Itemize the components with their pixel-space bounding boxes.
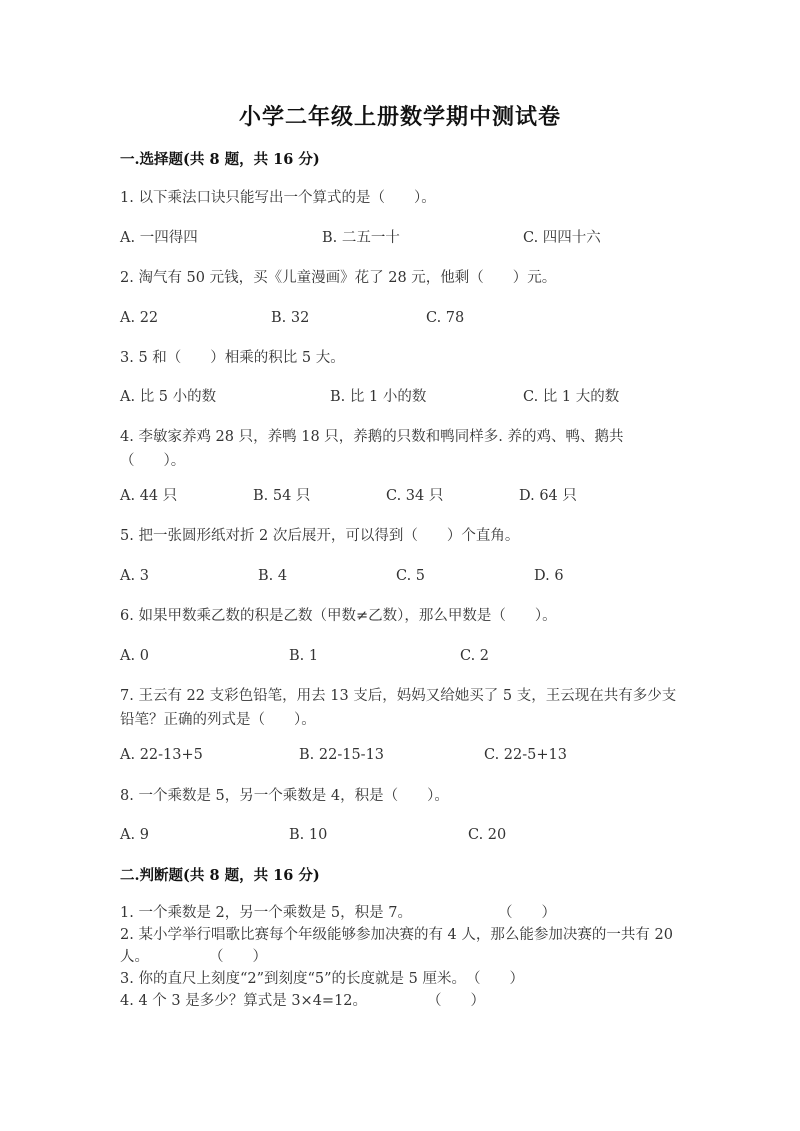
question-7: 7. 王云有 22 支彩色铅笔，用去 13 支后，妈妈又给她买了 5 支，王云现在共有多少支铅笔？正确的列式是（ ）。 (120, 688, 677, 728)
option-c: C. 5 (396, 568, 426, 584)
option-a: A. 9 (120, 827, 149, 843)
option-a: A. 44 只 (120, 488, 178, 504)
option-a: A. 22-13+5 (120, 747, 203, 763)
tf-question-1 (120, 902, 700, 924)
tf-question-4 (120, 990, 700, 1012)
option-c: C. 20 (468, 827, 507, 843)
option-b: B. 32 (271, 310, 310, 326)
answer-blank[interactable]: （ ） (427, 993, 486, 1009)
option-c: C. 34 只 (386, 488, 444, 504)
page-title: 小学二年级上册数学期中测试卷 (238, 104, 561, 130)
question-8: 8. 一个乘数是 5，另一个乘数是 4，积是（ ）。 (120, 788, 449, 804)
option-b: B. 4 (258, 568, 288, 584)
question-1: 1. 以下乘法口诀只能写出一个算式的是（ ）。 (120, 190, 436, 206)
answer-blank[interactable]: （ ） (466, 971, 524, 987)
question-6: 6. 如果甲数乘乙数的积是乙数（甲数≠乙数），那么甲数是（ ）。 (120, 608, 557, 624)
option-a: A. 比 5 小的数 (120, 389, 217, 405)
option-a: A. 0 (120, 648, 149, 664)
option-d: D. 6 (534, 568, 564, 584)
option-d: D. 64 只 (519, 488, 577, 504)
option-c: C. 22-5+13 (484, 747, 567, 763)
tf-question-2 (120, 924, 685, 968)
option-a: A. 22 (120, 310, 159, 326)
question-5: 5. 把一张圆形纸对折 2 次后展开，可以得到（ ）个直角。 (120, 528, 520, 544)
option-c: C. 四四十六 (523, 230, 601, 246)
option-b: B. 54 只 (253, 488, 311, 504)
option-b: B. 22-15-13 (299, 747, 385, 763)
tf-question-text: 2. 某小学举行唱歌比赛每个年级能够参加决赛的有 4 人，那么能参加决赛的一共有 20 人。 (120, 927, 673, 965)
option-c: C. 2 (460, 648, 490, 664)
option-a: A. 一四得四 (120, 230, 198, 246)
option-b: B. 10 (289, 827, 328, 843)
option-b: B. 比 1 小的数 (330, 389, 427, 405)
question-2: 2. 淘气有 50 元钱，买《儿童漫画》花了 28 元，他剩（ ）元。 (120, 270, 557, 286)
tf-question-3 (120, 968, 700, 990)
section-heading-choice: 一.选择题(共 8 题，共 16 分) (120, 151, 320, 168)
section-heading-truefalse: 二.判断题(共 8 题，共 16 分) (120, 867, 320, 884)
option-b: B. 二五一十 (322, 230, 400, 246)
option-c: C. 78 (426, 310, 465, 326)
answer-blank[interactable]: （ ） (209, 949, 267, 965)
option-b: B. 1 (289, 648, 319, 664)
question-4: 4. 李敏家养鸡 28 只，养鸭 18 只，养鹅的只数和鸭同样多. 养的鸡、鸭、鹅共（ ）。 (120, 429, 624, 469)
option-c: C. 比 1 大的数 (523, 389, 620, 405)
question-3: 3. 5 和（ ）相乘的积比 5 大。 (120, 350, 345, 366)
tf-question-text: 3. 你的直尺上刻度“2”到刻度“5”的长度就是 5 厘米。 (120, 971, 466, 987)
tf-question-text: 4. 4 个 3 是多少？算式是 3×4=12。 (120, 993, 368, 1009)
answer-blank[interactable]: （ ） (497, 905, 556, 921)
option-a: A. 3 (120, 568, 149, 584)
tf-question-text: 1. 一个乘数是 2，另一个乘数是 5，积是 7。 (120, 905, 412, 921)
